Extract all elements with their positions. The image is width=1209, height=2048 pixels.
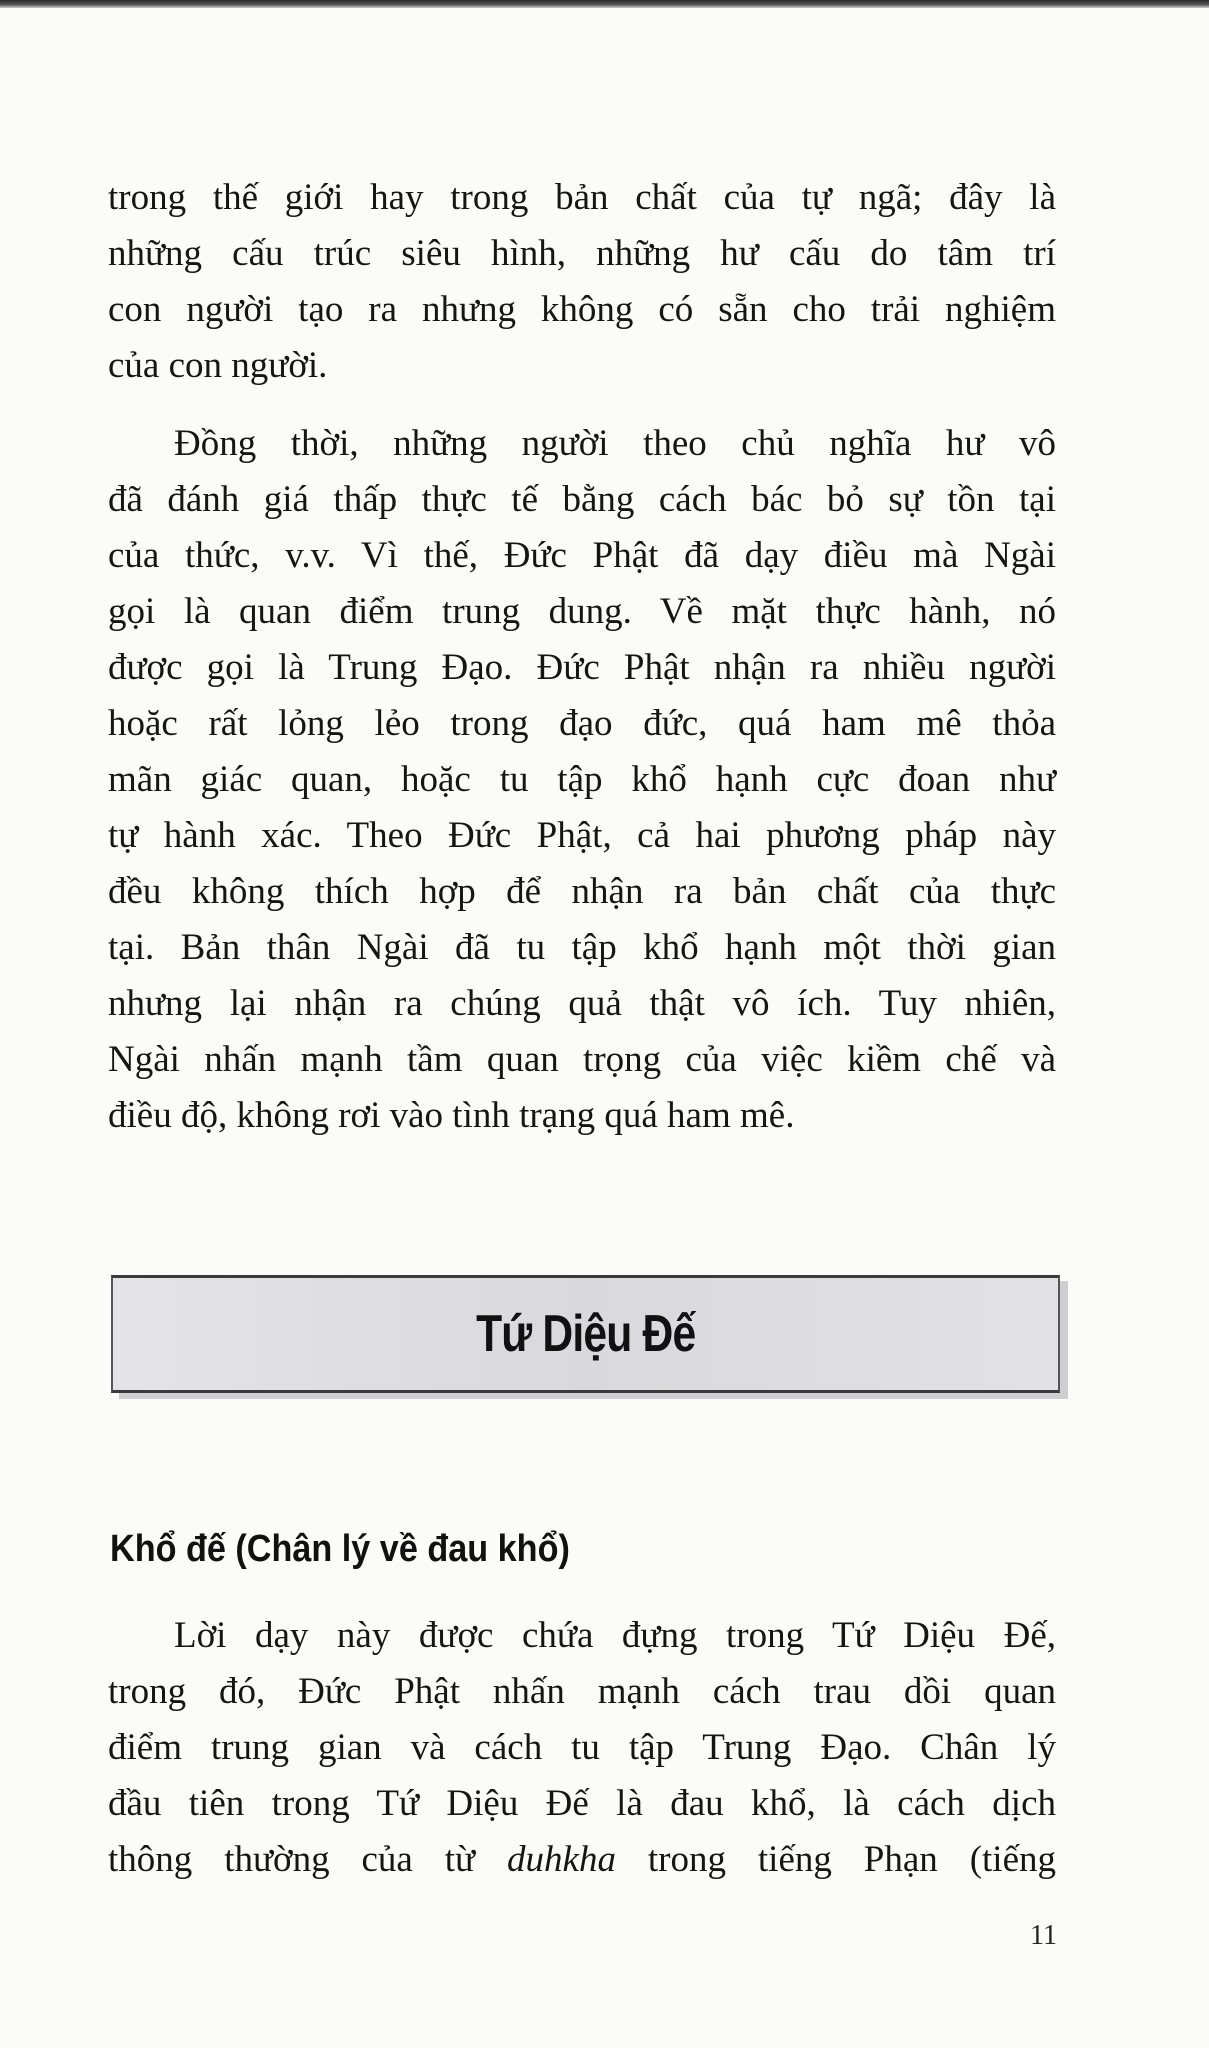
text-line: điều độ, không rơi vào tình trạng quá ham mê. bbox=[108, 1095, 795, 1136]
section-title-box bbox=[111, 1275, 1060, 1393]
text-line: nhưng lại nhận ra chúng quả thật vô ích. Tuy nhiên, bbox=[108, 983, 1056, 1024]
subheading: Khổ đế (Chân lý về đau khổ) bbox=[110, 1528, 570, 1570]
text-line: đã đánh giá thấp thực tế bằng cách bác bỏ sự tồn tại bbox=[108, 479, 1056, 520]
italic-term: duhkha bbox=[507, 1839, 616, 1880]
text-line: trong thế giới hay trong bản chất của tự ngã; đây là bbox=[108, 177, 1056, 218]
text-line: đều không thích hợp để nhận ra bản chất của thực bbox=[108, 871, 1056, 912]
text-line: mãn giác quan, hoặc tu tập khổ hạnh cực đoan như bbox=[108, 759, 1056, 800]
text-line: đầu tiên trong Tứ Diệu Đế là đau khổ, là cách dịch bbox=[108, 1783, 1056, 1824]
text-run: trong tiếng Phạn (tiếng bbox=[615, 1839, 1056, 1880]
text-line: Ngài nhấn mạnh tầm quan trọng của việc kiềm chế và bbox=[108, 1039, 1056, 1080]
text-line: Lời dạy này được chứa đựng trong Tứ Diệu Đế, bbox=[174, 1615, 1056, 1656]
text-line: hoặc rất lỏng lẻo trong đạo đức, quá ham mê thỏa bbox=[108, 703, 1056, 744]
text-line: Đồng thời, những người theo chủ nghĩa hư vô bbox=[174, 423, 1056, 464]
text-line: con người tạo ra nhưng không có sẵn cho trải nghiệm bbox=[108, 289, 1056, 330]
text-line: gọi là quan điểm trung dung. Về mặt thực hành, nó bbox=[108, 591, 1056, 632]
text-run: thông thường của từ bbox=[108, 1839, 508, 1880]
text-line: tự hành xác. Theo Đức Phật, cả hai phương pháp này bbox=[108, 815, 1056, 856]
scan-top-edge bbox=[0, 0, 1209, 8]
paragraph-first-truth bbox=[108, 1608, 1056, 1888]
paragraph-continued bbox=[108, 170, 1056, 394]
text-line: được gọi là Trung Đạo. Đức Phật nhận ra nhiều người bbox=[108, 647, 1056, 688]
text-line: trong đó, Đức Phật nhấn mạnh cách trau dồi quan bbox=[108, 1671, 1056, 1712]
text-line: của con người. bbox=[108, 345, 328, 386]
text-line: của thức, v.v. Vì thế, Đức Phật đã dạy điều mà Ngài bbox=[108, 535, 1056, 576]
text-line bbox=[108, 1832, 1056, 1888]
page-number: 11 bbox=[1030, 1920, 1057, 1951]
text-line: điểm trung gian và cách tu tập Trung Đạo. Chân lý bbox=[108, 1727, 1056, 1768]
text-line: những cấu trúc siêu hình, những hư cấu do tâm trí bbox=[108, 233, 1056, 274]
text-line: tại. Bản thân Ngài đã tu tập khổ hạnh một thời gian bbox=[108, 927, 1056, 968]
paragraph-middle-way bbox=[108, 416, 1056, 1144]
section-title: Tứ Diệu Đế bbox=[475, 1305, 696, 1363]
